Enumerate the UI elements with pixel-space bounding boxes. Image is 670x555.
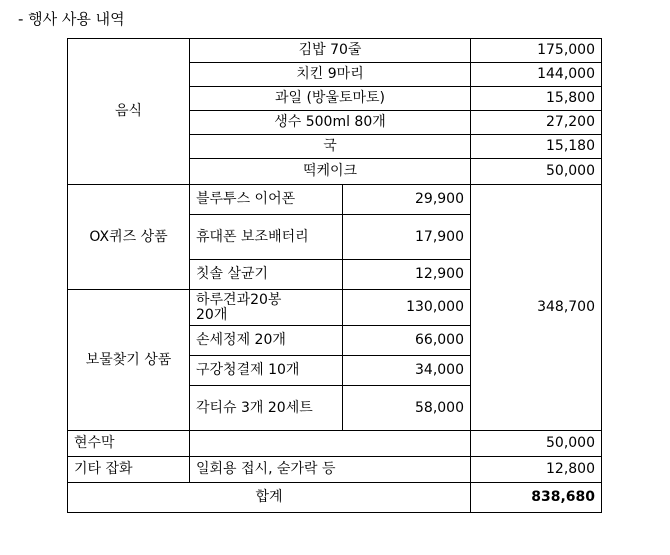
item-amount: 50,000 (471, 431, 602, 457)
item-name: 구강청결제 10개 (190, 356, 343, 386)
table-row (68, 39, 602, 63)
category-cell-treasure-hunt: 보물찾기 상품 (68, 290, 190, 431)
item-name: 떡케이크 (190, 159, 471, 185)
item-amount: 58,000 (343, 386, 471, 431)
item-detail (190, 431, 471, 457)
prizes-total: 348,700 (471, 185, 602, 431)
item-amount: 17,900 (343, 215, 471, 260)
item-name: 블루투스 이어폰 (190, 185, 343, 215)
item-amount: 175,000 (471, 39, 602, 63)
item-detail: 일회용 접시, 숟가락 등 (190, 457, 471, 483)
item-amount: 50,000 (471, 159, 602, 185)
category-cell-misc: 기타 잡화 (68, 457, 190, 483)
table-row (68, 185, 602, 215)
item-name: 치킨 9마리 (190, 63, 471, 87)
item-amount: 130,000 (343, 290, 471, 326)
item-amount: 12,800 (471, 457, 602, 483)
category-cell-banner: 현수막 (68, 431, 190, 457)
item-amount: 34,000 (343, 356, 471, 386)
item-name: 손세정제 20개 (190, 326, 343, 356)
item-amount: 29,900 (343, 185, 471, 215)
section-heading: - 행사 사용 내역 (18, 10, 125, 28)
item-name: 국 (190, 135, 471, 159)
item-name: 하루견과20봉 20개 (190, 290, 343, 326)
table-row (68, 457, 602, 483)
category-cell-food: 음식 (68, 39, 190, 185)
item-amount: 12,900 (343, 260, 471, 290)
item-name: 김밥 70줄 (190, 39, 471, 63)
item-name: 휴대폰 보조배터리 (190, 215, 343, 260)
total-amount: 838,680 (471, 483, 602, 513)
item-amount: 15,800 (471, 87, 602, 111)
item-name: 각티슈 3개 20세트 (190, 386, 343, 431)
item-amount: 27,200 (471, 111, 602, 135)
table-row (68, 431, 602, 457)
item-amount: 66,000 (343, 326, 471, 356)
item-amount: 144,000 (471, 63, 602, 87)
expense-table (67, 38, 602, 513)
table-row-total (68, 483, 602, 513)
item-amount: 15,180 (471, 135, 602, 159)
category-cell-ox-quiz: OX퀴즈 상품 (68, 185, 190, 290)
item-name: 칫솔 살균기 (190, 260, 343, 290)
item-name: 생수 500ml 80개 (190, 111, 471, 135)
total-label: 합계 (68, 483, 471, 513)
item-name: 과일 (방울토마토) (190, 87, 471, 111)
